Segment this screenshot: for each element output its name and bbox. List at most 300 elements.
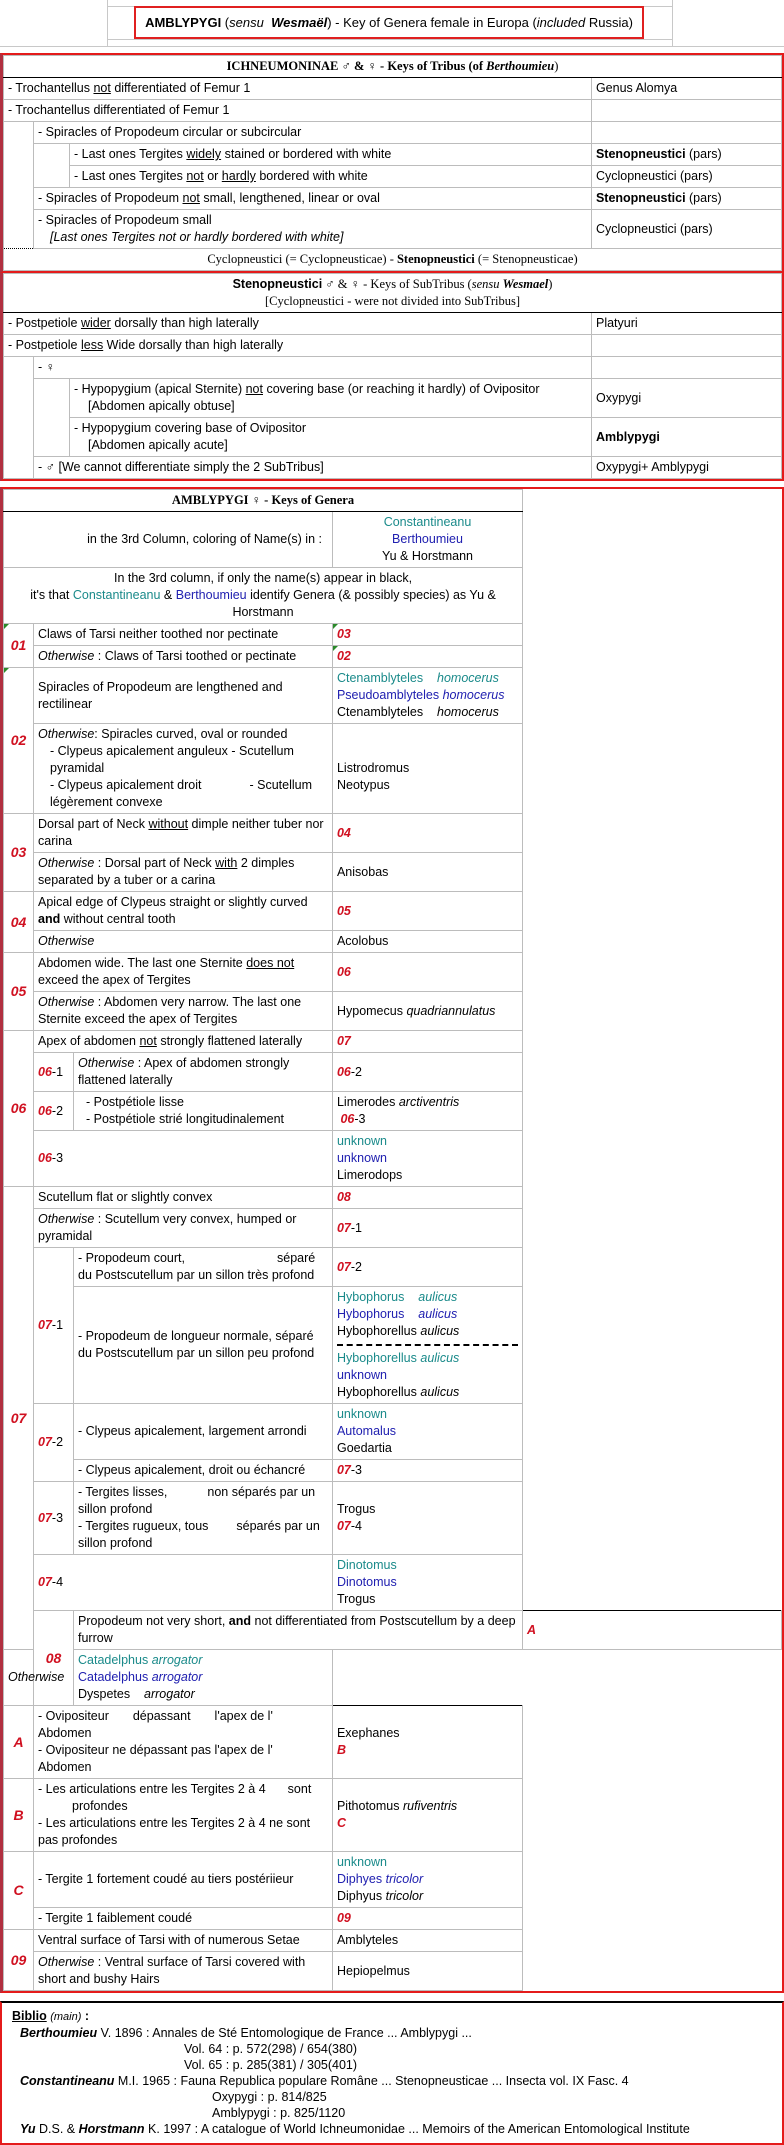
key-link[interactable]: 02 [336, 649, 351, 663]
text: 07 [38, 1318, 52, 1332]
table-cell [70, 166, 592, 188]
table-cell [34, 1952, 333, 1991]
table-cell [34, 992, 333, 1031]
text: strongly flattened laterally [156, 1034, 303, 1048]
text: 09 [10, 1951, 27, 1968]
text: - Hypopygium covering base of Ovipositor [74, 421, 307, 435]
text: aulicus [420, 1324, 460, 1338]
table-cell: Scutellum flat or slightly convex [34, 1187, 333, 1209]
table-cell [34, 379, 70, 457]
text: homocerus [437, 671, 499, 685]
text [4, 56, 782, 271]
text: -1 [51, 1318, 64, 1332]
text [337, 1871, 518, 1888]
text: homocerus [437, 705, 499, 719]
text: not [245, 382, 263, 396]
text: [Abdomen apically acute] [88, 438, 228, 452]
table-cell: Acolobus [332, 931, 522, 953]
text: 03 [10, 844, 27, 860]
key-link[interactable]: 07 [336, 1034, 351, 1048]
text: tricolor [385, 1889, 424, 1903]
text: Otherwise [38, 1212, 95, 1226]
text [20, 2122, 36, 2136]
text: not [186, 169, 204, 183]
table-cell [332, 1092, 522, 1131]
table-cell: - Clypeus apicalement, droit ou échancré [74, 1460, 333, 1482]
text: Otherwise [38, 727, 95, 741]
text: - Clypeus apicalement anguleux [50, 744, 228, 758]
text [337, 1367, 518, 1384]
text: arrogator [144, 1687, 195, 1701]
table-row [4, 1131, 782, 1187]
text: (main) [50, 2011, 82, 2023]
table-cell [34, 1209, 333, 1248]
text: Otherwise [38, 649, 95, 663]
genera-table [3, 489, 782, 1991]
text [337, 704, 518, 721]
text [337, 687, 518, 704]
result-cell: Genus Alomya [591, 78, 781, 100]
text: Stenopneustici [595, 191, 686, 205]
table-cell [34, 1031, 333, 1053]
text [337, 1323, 518, 1340]
text: -3 [51, 1151, 64, 1165]
table-cell: - Clypeus apicalement, largement arrondi [74, 1404, 333, 1460]
text: bordered with white [255, 169, 368, 183]
text [337, 1306, 518, 1323]
table-cell [332, 1706, 522, 1779]
text: Otherwise [38, 995, 95, 1009]
text: sensu [471, 277, 500, 291]
text: D.S. & [35, 2122, 79, 2136]
text: Dyspetes [78, 1687, 131, 1701]
text: dimple neither tuber nor carina [38, 817, 324, 848]
key-row-B [4, 1779, 782, 1852]
text: Dinotomus [336, 1575, 397, 1589]
table-row [4, 335, 782, 357]
table-cell [34, 724, 333, 814]
text: Abdomen wide. The last one Sternite [38, 956, 247, 970]
tribus-header [4, 56, 782, 78]
text: l'apex de l' Abdomen [38, 1709, 273, 1740]
text: aulicus [420, 1385, 460, 1399]
table-row [4, 100, 782, 122]
table-cell [332, 1031, 522, 1053]
text: Horstmann [78, 2122, 145, 2136]
text: - Tergites rugueux, tous [78, 1519, 209, 1533]
text: or [203, 169, 222, 183]
text: -2 [350, 1259, 362, 1274]
table-row [4, 144, 782, 166]
table-cell: Claws of Tarsi neither toothed nor pectinate [34, 624, 333, 646]
text: Yu & Horstmann [381, 549, 473, 563]
table-cell [4, 814, 34, 892]
text: Wide dorsally than high laterally [103, 338, 284, 352]
biblio-ref-sub: Vol. 65 : p. 285(381) / 305(401) [184, 2058, 358, 2072]
text [78, 1686, 328, 1703]
text: Pseudoamblyteles [336, 688, 440, 702]
text: 07 [336, 1259, 351, 1274]
key-link[interactable]: C [336, 1816, 346, 1830]
table-cell [74, 1650, 333, 1706]
text: - Postpetiole [8, 338, 81, 352]
table-cell [332, 1187, 522, 1209]
text: - Scutellum pyramidal [50, 744, 294, 775]
text: Propodeum not very short, [78, 1614, 229, 1628]
text: - Trochantellus [8, 81, 94, 95]
table-cell: - Trochantellus differentiated of Femur 1 [4, 100, 592, 122]
text: Listrodromus [336, 761, 410, 775]
text: Cyclopneustici (= Cyclopneusticae) - [207, 252, 397, 266]
key-row-05 [4, 953, 782, 992]
table-cell [4, 668, 34, 814]
text: Constantineanu [72, 588, 161, 602]
biblio-ref [12, 2073, 772, 2089]
text: 05 [10, 983, 27, 999]
table-cell [332, 1053, 522, 1092]
text [38, 743, 328, 777]
text [38, 1708, 328, 1742]
text: -1 [350, 1220, 362, 1235]
table-cell [4, 78, 592, 100]
text: - Les articulations entre les Tergites 2 à 4 ne sont pas profondes [38, 1816, 311, 1847]
table-cell [34, 1404, 74, 1482]
text: 06 [38, 1064, 52, 1079]
text: Hypomecus [336, 1003, 403, 1018]
table-row [4, 457, 782, 479]
key-link[interactable]: 03 [336, 627, 351, 641]
text: Berthoumieu [392, 532, 463, 546]
table-cell [332, 724, 522, 814]
text: -2 [51, 1435, 64, 1449]
table-row [4, 379, 782, 418]
text [79, 2122, 145, 2136]
table-cell [332, 992, 522, 1031]
subtribus-key-section [0, 273, 784, 481]
table-cell [34, 1779, 333, 1852]
text [271, 15, 327, 30]
text: 08 [45, 1649, 62, 1666]
table-cell [332, 1852, 522, 1908]
text: differentiated of Femur 1 [110, 81, 251, 95]
text: V. 1896 : Annales de Sté Entomologique de France ... Amblypygi ... [97, 2026, 472, 2040]
title-sensu: sensu [229, 15, 264, 30]
table-cell [70, 144, 592, 166]
table-cell: Anisobas [332, 853, 522, 892]
table-cell [591, 357, 781, 379]
text: Goedartia [336, 1441, 392, 1455]
text: - Ovipositeur [38, 1709, 109, 1723]
text [337, 1094, 518, 1111]
text: 06 [38, 1151, 52, 1165]
table-cell: Oxypygi [591, 379, 781, 418]
table-row [4, 56, 782, 78]
table-cell: Oxypygi+ Amblypygi [591, 457, 781, 479]
table-cell [332, 1555, 522, 1611]
text: - Spiracles of Propodeum small [38, 213, 212, 227]
text: Trogus [336, 1592, 376, 1606]
text: Constantineanu [383, 515, 472, 529]
text [503, 277, 549, 291]
text [227, 59, 555, 73]
text [337, 1815, 518, 1832]
tribus-footer [4, 249, 782, 271]
table-row [4, 992, 782, 1031]
text: and [38, 912, 61, 926]
text: unknown [336, 1151, 388, 1165]
text: K. 1997 : A catalogue of World Ichneumonidae ... Memoirs of the American Entomological Institute [144, 2122, 690, 2136]
text [337, 1888, 518, 1905]
subtribus-header [4, 274, 782, 313]
key-link[interactable]: 09 [336, 1911, 351, 1925]
table-cell: Cyclopneustici (pars) [591, 166, 781, 188]
table-cell [74, 1053, 333, 1092]
text: unknown [336, 1407, 388, 1421]
text: Stenopneustici [232, 277, 323, 291]
text: Stenopneustici [595, 147, 686, 161]
key-link[interactable]: 06 [336, 964, 351, 979]
text: less [80, 338, 104, 352]
table-cell [4, 357, 34, 479]
table-row [4, 122, 782, 144]
table-cell [74, 1482, 333, 1555]
text: 06 [340, 1112, 355, 1126]
text: 04 [10, 913, 27, 930]
text: 07 [336, 1519, 351, 1533]
text: aulicus [418, 1307, 458, 1321]
text: 2 dimples separated by a tuber or a carina [38, 856, 295, 887]
table-cell [4, 624, 34, 668]
table-cell [332, 1209, 522, 1248]
text: M.I. 1965 : Fauna Republica populare Române ... Stenopneusticae ... Insecta vol. IX Fasc. 4 [114, 2074, 629, 2088]
text [4, 490, 782, 1991]
key-row-C [4, 1852, 782, 1908]
text: Constantineanu [20, 2074, 115, 2088]
text: 06 [336, 1064, 351, 1079]
key-link[interactable]: 04 [336, 825, 351, 840]
table-cell [34, 210, 592, 249]
text: Hybophorus [336, 1290, 405, 1304]
text [78, 1669, 328, 1686]
bibliography [0, 2001, 784, 2145]
table-cell [332, 1779, 522, 1852]
table-cell [34, 853, 333, 892]
table-cell [34, 931, 333, 953]
table-cell: Amblyteles [332, 1930, 522, 1952]
text: Catadelphus [78, 1670, 149, 1684]
text: [Abdomen apically obtuse] [88, 399, 235, 413]
text: stained or bordered with white [221, 147, 392, 161]
key-row-01 [4, 624, 782, 646]
text: unknown [336, 1368, 388, 1382]
text: arrogator [151, 1653, 203, 1667]
key-link[interactable]: 08 [336, 1190, 351, 1204]
text: it's that [30, 588, 73, 602]
text: - Les articulations entre les Tergites 2 à 4 [38, 1782, 266, 1796]
text: - Postpétiole strié longitudinalement [86, 1112, 285, 1126]
text: - Tergites lisses, [78, 1485, 168, 1499]
table-cell [34, 892, 333, 931]
text: ) [548, 277, 553, 291]
text [337, 1350, 518, 1367]
text: ) [554, 59, 559, 73]
text: Otherwise [8, 1670, 65, 1684]
text [78, 1652, 328, 1669]
table-cell [332, 1131, 522, 1187]
key-row-02 [4, 668, 782, 724]
text: - Postpétiole lisse [86, 1095, 184, 1109]
text: Biblio [12, 2009, 47, 2023]
text: -3 [51, 1510, 64, 1525]
text: [Last ones Tergites not or hardly bordered with white] [50, 230, 344, 244]
text: ICHNEUMONINAE ♂ & ♀ - Keys of Tribus (of [226, 59, 487, 73]
text: Berthoumieu [486, 59, 555, 73]
text [38, 777, 328, 811]
text: : Ventral surface of Tarsi covered with short and bushy Hairs [38, 1955, 306, 1986]
text: Hybophorellus [336, 1385, 417, 1399]
text: homocerus [442, 688, 505, 702]
tribus-table [3, 55, 782, 271]
table-cell: Hepiopelmus [332, 1952, 522, 1991]
table-row [4, 1053, 782, 1092]
biblio-ref-sub: Amblypygi : p. 825/1120 [212, 2106, 346, 2120]
text: -2 [350, 1064, 362, 1079]
text: not [139, 1034, 157, 1048]
table-row [4, 1482, 782, 1555]
text [38, 726, 328, 743]
text: Limerodops [336, 1168, 403, 1182]
text: : [81, 2009, 90, 2023]
text: B [13, 1806, 24, 1823]
title-author: Wesmaël [271, 15, 328, 30]
text: 07 [10, 1409, 27, 1426]
table-row [4, 166, 782, 188]
text: 06 [10, 1100, 27, 1116]
text: (pars) [685, 147, 722, 161]
text: C [13, 1882, 24, 1898]
table-cell [332, 624, 522, 646]
text [78, 1484, 328, 1518]
text: & [160, 588, 176, 602]
text: -1 [51, 1064, 64, 1079]
text: Berthoumieu [20, 2026, 98, 2040]
table-cell [4, 892, 34, 953]
text: Dorsal part of Neck [38, 817, 149, 831]
key-row-04 [4, 892, 782, 931]
table-row [4, 490, 782, 512]
text: A [13, 1733, 24, 1750]
text: Trogus [336, 1502, 376, 1516]
table-cell [4, 335, 592, 357]
text: (= Stenopneusticae) [474, 252, 578, 266]
text: Catadelphus [78, 1653, 149, 1667]
table-cell [4, 1187, 34, 1650]
text: Hybophorellus [336, 1351, 417, 1365]
table-cell [591, 418, 781, 457]
text: : Scutellum very convex, humped or pyramidal [38, 1212, 297, 1243]
text: dorsally than high laterally [110, 316, 259, 330]
title-included: included [536, 15, 586, 30]
table-row [4, 1287, 782, 1404]
key-row-02-otherwise [4, 724, 782, 814]
color-legend [332, 512, 522, 568]
biblio-ref [12, 2121, 772, 2137]
text [4, 274, 782, 479]
table-cell [591, 335, 781, 357]
text: not [93, 81, 111, 95]
text: -4 [350, 1519, 362, 1533]
text: with [215, 856, 238, 870]
text: -2 [51, 1103, 64, 1118]
table-cell [4, 122, 34, 249]
text: widely [186, 147, 222, 161]
table-cell [34, 188, 592, 210]
table-cell [332, 646, 522, 668]
key-link[interactable]: B [336, 1743, 346, 1757]
text: Ctenamblyteles [336, 705, 424, 719]
text: sont [287, 1782, 312, 1796]
text: - Hypopygium (apical Sternite) [74, 382, 246, 396]
key-link[interactable]: A [527, 1622, 537, 1637]
biblio-title [12, 2008, 772, 2025]
color-legend-label: in the 3rd Column, coloring of Name(s) in : [4, 512, 333, 568]
divider [337, 1344, 518, 1346]
table-cell [523, 1611, 782, 1650]
text: 01 [10, 637, 27, 653]
text: AMBLYPYGI ♀ - Keys of Genera [171, 493, 355, 507]
text: 07 [38, 1435, 52, 1449]
text: 07 [336, 1463, 351, 1477]
text: (pars) [685, 191, 722, 205]
genera-header [4, 490, 523, 512]
table-cell: - Tergite 1 faiblement coudé [34, 1908, 333, 1930]
text [20, 2074, 114, 2088]
table-cell [591, 122, 781, 144]
table-row [4, 1460, 782, 1482]
text [337, 1111, 518, 1128]
text: 02 [10, 732, 27, 748]
table-row [4, 249, 782, 271]
table-cell [34, 814, 333, 853]
table-row [4, 1209, 782, 1248]
text: Pithotomus [336, 1799, 400, 1813]
text: : Apex of abdomen strongly flattened laterally [78, 1056, 290, 1087]
text [337, 670, 518, 687]
key-row-09 [4, 1930, 782, 1952]
table-row [4, 274, 782, 313]
text: Wesmael [502, 277, 549, 291]
text: - Spiracles of Propodeum [38, 191, 183, 205]
table-cell: - ♂ [We cannot differentiate simply the 2 SubTribus] [34, 457, 592, 479]
text [38, 1781, 328, 1815]
text: Automalus [336, 1424, 397, 1438]
text [337, 743, 518, 760]
table-cell [4, 1650, 74, 1706]
subtribus-table [3, 273, 782, 479]
key-link[interactable]: 05 [336, 903, 351, 918]
text: Diphyus [336, 1889, 383, 1903]
table-cell [70, 379, 592, 418]
text: Neotypus [336, 778, 390, 792]
table-row [4, 418, 782, 457]
text [337, 1384, 518, 1401]
text: quadriannulatus [406, 1003, 496, 1018]
text: Otherwise [78, 1056, 135, 1070]
text: : Abdomen very narrow. The last one Sternite exceed the apex of Tergites [38, 995, 302, 1026]
text: without [148, 817, 189, 831]
text [20, 2026, 97, 2040]
table-cell: Spiracles of Propodeum are lengthened and rectilinear [34, 668, 333, 724]
